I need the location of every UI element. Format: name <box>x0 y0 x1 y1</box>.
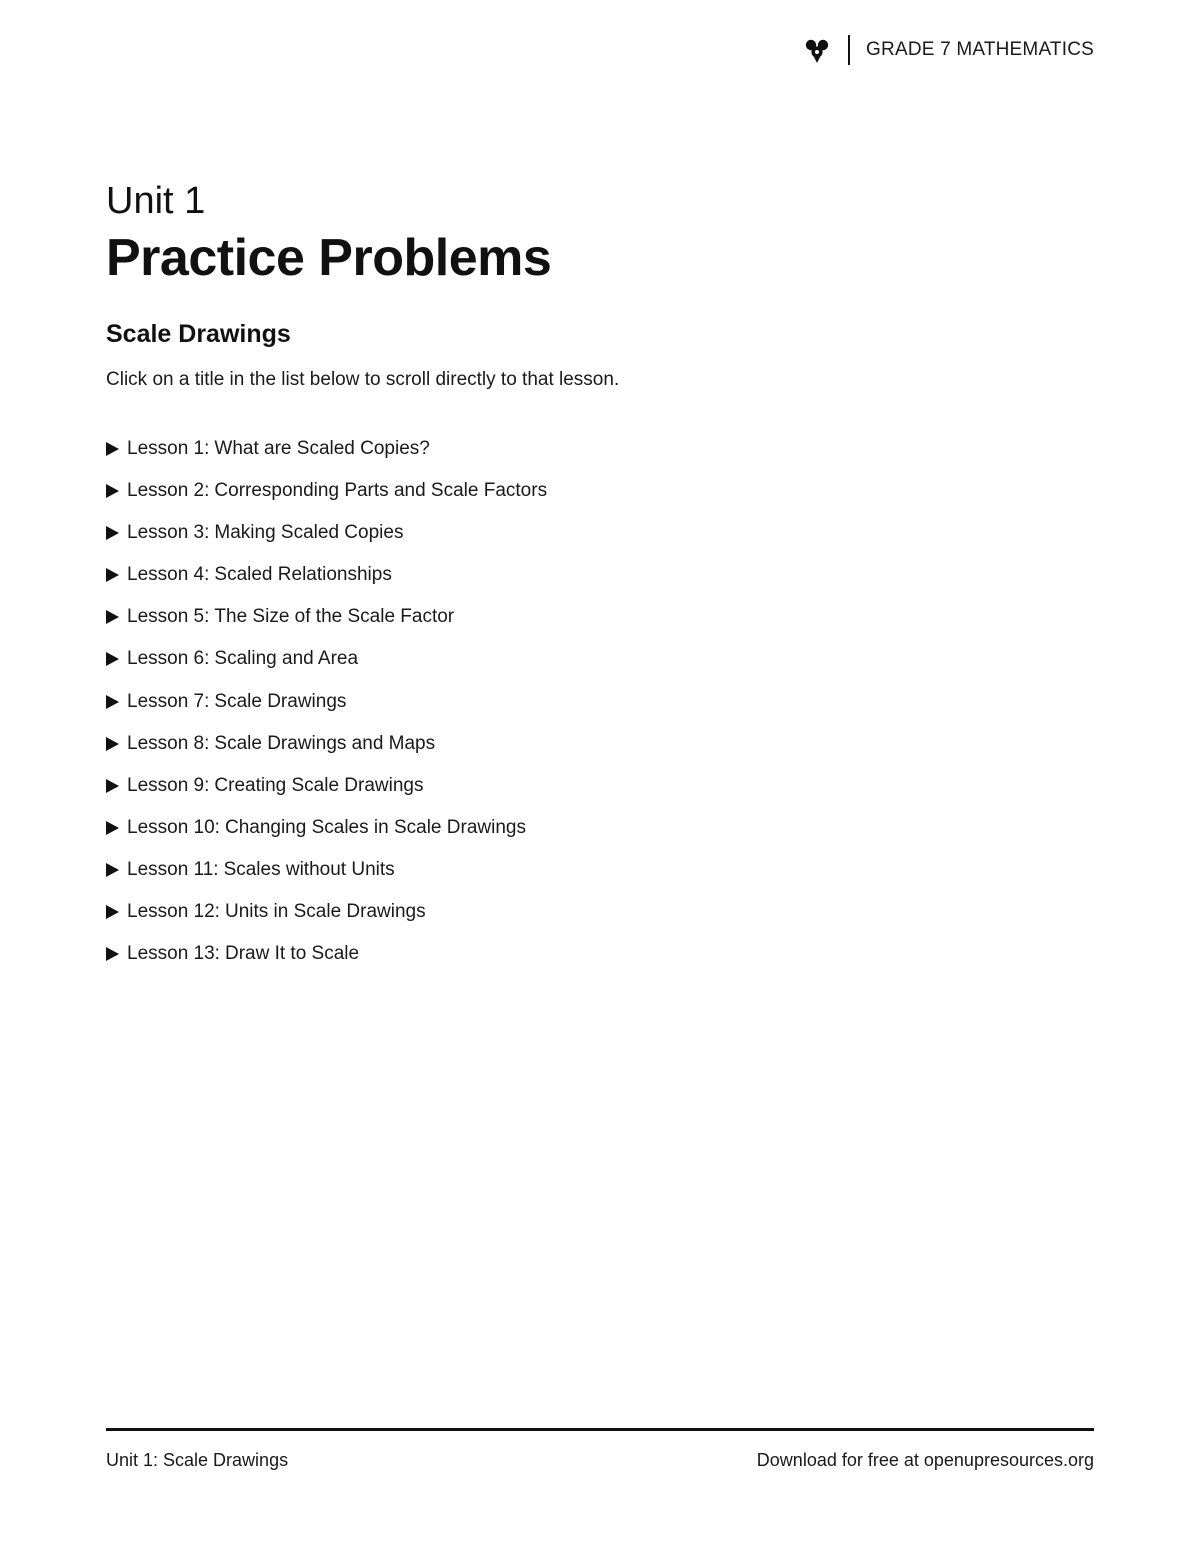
header-divider <box>848 35 850 65</box>
lesson-link-7[interactable] <box>106 691 547 733</box>
lesson-link-10[interactable] <box>106 817 547 859</box>
lesson-title: Changing Scales in Scale Drawings <box>224 816 526 838</box>
lesson-title: Making Scaled Copies <box>214 522 404 544</box>
open-up-resources-logo-icon <box>802 35 832 65</box>
lesson-link-3[interactable] <box>106 522 547 564</box>
lesson-title: Corresponding Parts and Scale Factors <box>214 480 548 502</box>
lesson-title: Creating Scale Drawings <box>214 774 424 796</box>
lesson-number: Lesson 9: <box>127 774 210 796</box>
lesson-number: Lesson 1: <box>127 438 210 459</box>
triangle-right-icon <box>106 821 119 835</box>
triangle-right-icon <box>106 779 119 793</box>
page-title: Practice Problems <box>106 229 552 287</box>
lesson-title: Draw It to Scale <box>224 943 360 965</box>
lesson-number: Lesson 12: <box>127 901 220 923</box>
lesson-link-4[interactable] <box>106 564 547 606</box>
section-title: Scale Drawings <box>106 320 291 348</box>
lesson-link-2[interactable] <box>106 480 547 522</box>
lesson-title: Scales without Units <box>223 858 395 880</box>
triangle-right-icon <box>106 947 119 961</box>
triangle-right-icon <box>106 737 119 751</box>
lesson-number: Lesson 13: <box>127 943 220 965</box>
lesson-title: Scaled Relationships <box>214 564 392 586</box>
triangle-right-icon <box>106 568 119 582</box>
lesson-link-5[interactable] <box>106 606 547 648</box>
lesson-list <box>106 438 547 985</box>
lesson-title: The Size of the Scale Factor <box>214 606 455 628</box>
lesson-title: Units in Scale Drawings <box>224 901 426 923</box>
triangle-right-icon <box>106 484 119 498</box>
lesson-title: Scale Drawings <box>214 690 347 712</box>
lesson-number: Lesson 7: <box>127 690 210 712</box>
lesson-number: Lesson 10: <box>127 816 220 838</box>
lesson-title: Scaling and Area <box>214 648 359 670</box>
page-header <box>802 34 1094 66</box>
lesson-link-12[interactable] <box>106 901 547 943</box>
lesson-number: Lesson 2: <box>127 480 210 502</box>
lesson-number: Lesson 5: <box>127 606 210 628</box>
lesson-link-11[interactable] <box>106 859 547 901</box>
lesson-title: Scale Drawings and Maps <box>214 732 436 754</box>
triangle-right-icon <box>106 695 119 709</box>
lesson-number: Lesson 11: <box>127 858 219 880</box>
lesson-link-8[interactable] <box>106 733 547 775</box>
instructions-text: Click on a title in the list below to scroll directly to that lesson. <box>106 369 620 390</box>
triangle-right-icon <box>106 863 119 877</box>
lesson-number: Lesson 4: <box>127 564 210 586</box>
lesson-number: Lesson 3: <box>127 522 210 544</box>
lesson-link-13[interactable] <box>106 943 547 985</box>
lesson-number: Lesson 6: <box>127 648 210 670</box>
triangle-right-icon <box>106 442 119 456</box>
unit-label: Unit 1 <box>106 180 206 222</box>
lesson-title: What are Scaled Copies? <box>214 438 430 459</box>
footer-divider <box>106 1428 1094 1431</box>
triangle-right-icon <box>106 526 119 540</box>
lesson-number: Lesson 8: <box>127 732 210 754</box>
triangle-right-icon <box>106 610 119 624</box>
grade-label: GRADE 7 MATHEMATICS <box>866 39 1094 60</box>
lesson-link-6[interactable] <box>106 648 547 690</box>
triangle-right-icon <box>106 652 119 666</box>
lesson-link-1[interactable] <box>106 438 547 480</box>
footer-unit-title: Unit 1: Scale Drawings <box>106 1450 289 1470</box>
lesson-link-9[interactable] <box>106 775 547 817</box>
footer-download-link[interactable]: Download for free at openupresources.org <box>756 1450 1094 1470</box>
triangle-right-icon <box>106 905 119 919</box>
